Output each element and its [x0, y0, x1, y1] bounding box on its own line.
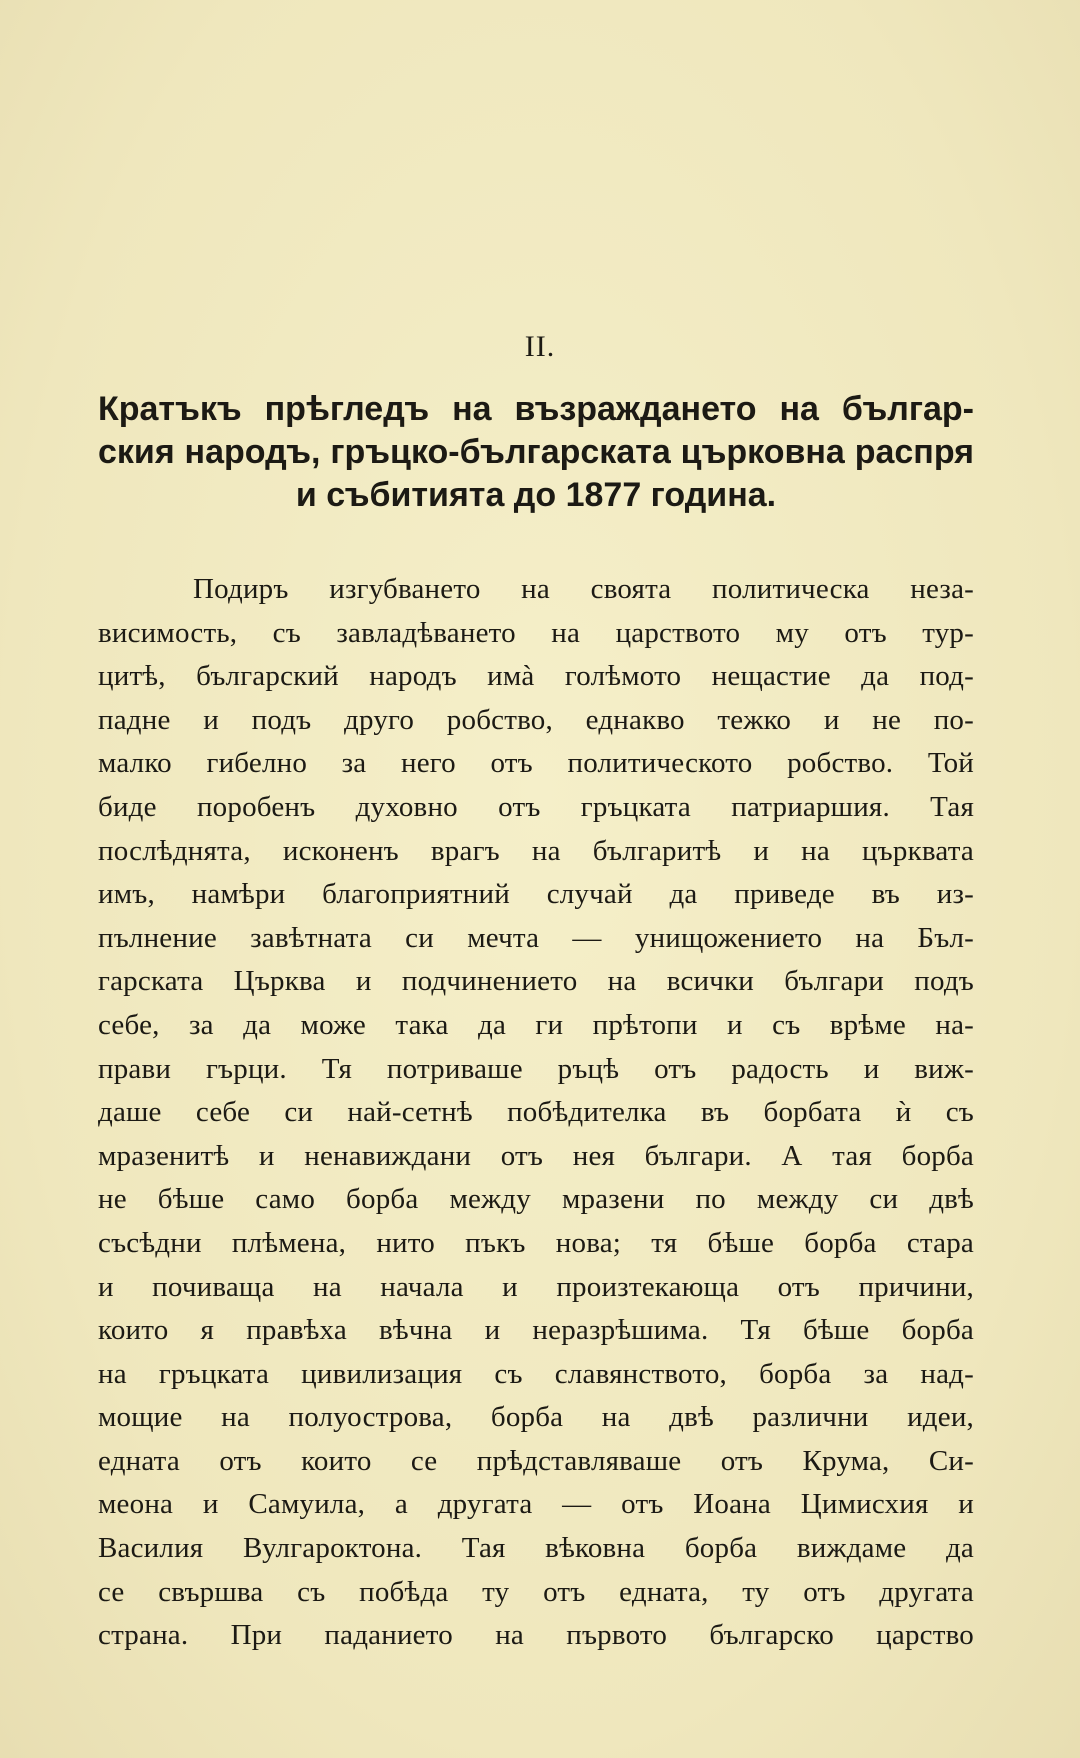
chapter-heading [98, 388, 974, 517]
text-line: страна. При паданието на първото българско царство [98, 1619, 974, 1652]
heading-line: Кратъкъ прѣгледъ на възраждането на българ- [98, 390, 974, 428]
text-line: мощие на полуострова, борба на двѣ различни идеи, [98, 1401, 974, 1434]
text-line: се свършва съ побѣда ту отъ едната, ту отъ другата [98, 1575, 974, 1608]
heading-line: и събитията до 1877 година. [295, 476, 777, 514]
text-line: Василия Вулгароктона. Тая вѣковна борба виждаме да [98, 1532, 974, 1565]
text-line: цитѣ, българский народъ имà голѣмото нещастие да под- [98, 660, 974, 693]
text-line: падне и подъ друго робство, еднакво тежко и не по- [98, 703, 974, 736]
section-number: II. [524, 330, 556, 363]
text-line: биде поробенъ духовно отъ гръцката патриаршия. Тая [98, 790, 974, 823]
text-line: послѣднята, исконенъ врагъ на българитѣ и на църквата [98, 834, 974, 867]
text-line: гарската Църква и подчинението на всички българи подъ [98, 965, 974, 998]
text-line: даше себе си най-сетнѣ побѣдителка въ борбата ѝ съ [98, 1096, 974, 1129]
text-line: мразенитѣ и ненавиждани отъ нея българи. А тая борба [98, 1139, 974, 1172]
text-line: едната отъ които се прѣдставляваше отъ Крума, Си- [98, 1444, 974, 1477]
text-line: пълнение завѣтната си мечта — унищожението на Бъл- [98, 921, 974, 954]
heading-line: ския народъ, гръцко-българската църковна распря [98, 433, 974, 471]
text-line: малко гибелно за него отъ политическото робство. Той [98, 747, 974, 780]
text-line: Подиръ изгубването на своята политическа неза- [193, 573, 974, 605]
text-line: висимость, съ завладѣването на царството му отъ тур- [98, 616, 974, 649]
text-line: прави гърци. Тя потриваше ръцѣ отъ радость и виж- [98, 1052, 974, 1085]
text-line: меона и Самуила, а другата — отъ Иоана Цимисхия и [98, 1488, 974, 1521]
text-line: които я правѣха вѣчна и неразрѣшима. Тя бѣше борба [98, 1314, 974, 1347]
text-line: на гръцката цивилизация съ славянството, борба за над- [98, 1357, 974, 1390]
text-line: съсѣдни плѣмена, нито пъкъ нова; тя бѣше борба стара [98, 1226, 974, 1259]
text-line: себе, за да може така да ги прѣтопи и съ врѣме на- [98, 1008, 974, 1041]
text-line: имъ, намѣри благоприятний случай да приведе въ из- [98, 878, 974, 911]
text-line: не бѣше само борба между мразени по между си двѣ [98, 1183, 974, 1216]
text-line: и почиваща на начала и произтекающа отъ причини, [98, 1270, 974, 1303]
body-paragraph [98, 568, 974, 1658]
